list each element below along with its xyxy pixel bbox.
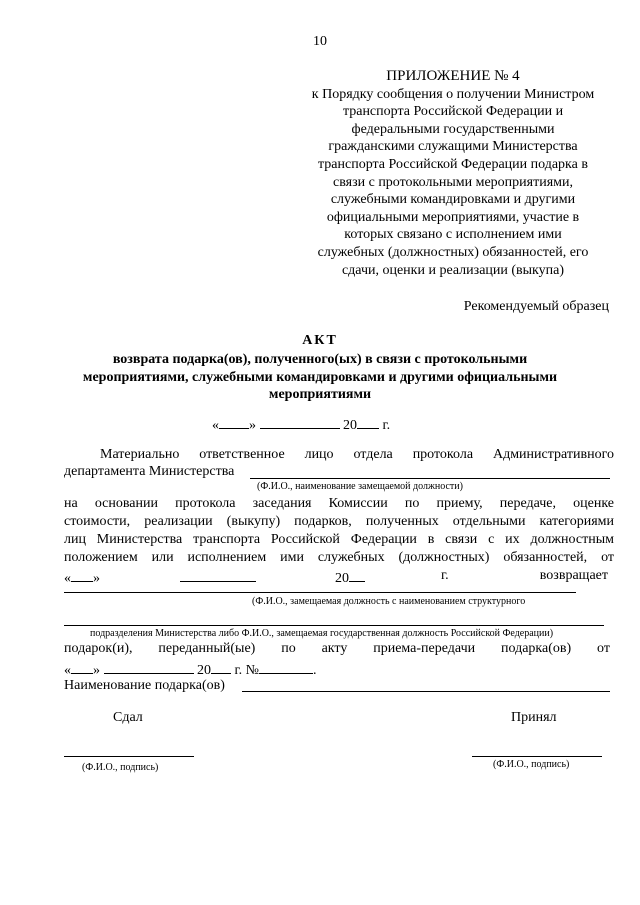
appendix-title: ПРИЛОЖЕНИЕ № 4: [386, 68, 520, 84]
period: .: [313, 663, 317, 678]
month-blank[interactable]: [104, 660, 194, 674]
quote-close: »: [249, 418, 256, 433]
date2-year: [335, 568, 365, 587]
act-subtitle: [60, 351, 580, 404]
received-label: Принял: [511, 710, 557, 725]
transfer-word: приема-передачи: [373, 641, 476, 656]
gift-name-field[interactable]: [242, 691, 610, 692]
quote-close: »: [93, 571, 100, 586]
returns-verb: возвращает: [539, 568, 608, 583]
year-prefix: 20: [343, 418, 357, 433]
caption-name-position: (Ф.И.О., наименование замещаемой должности): [257, 481, 463, 492]
page-number: 10: [313, 34, 327, 49]
act-number-blank[interactable]: [259, 660, 313, 674]
transfer-word: от: [597, 641, 610, 656]
quote-open: «: [64, 663, 71, 678]
day-blank[interactable]: [71, 568, 93, 582]
appendix-line: к Порядку сообщения о получении Министром: [311, 86, 595, 102]
transfer-word: подарка(ов): [500, 641, 572, 656]
handed-label: Сдал: [113, 710, 143, 725]
quote-open: «: [64, 571, 71, 586]
appendix-line: гражданскими служащими Министерства: [328, 139, 578, 155]
act-subtitle-line: мероприятиями: [268, 387, 372, 402]
caption-recipient: (Ф.И.О., замещаемая должность с наименованием структурного: [252, 596, 526, 607]
recipient-field[interactable]: [64, 592, 576, 593]
appendix-line: служебными командировками и другими: [330, 192, 576, 208]
appendix-line: сдачи, оценки и реализации (выкупа): [341, 262, 565, 278]
caption-received-signature: (Ф.И.О., подпись): [493, 759, 570, 770]
year-prefix: 20: [197, 663, 211, 678]
date2-day: [64, 568, 100, 587]
body-para-line: положением или исполнением ими служебных (должностных) обязанностей, от: [64, 550, 614, 565]
name-position-field[interactable]: [250, 478, 610, 479]
transfer-word: по: [281, 641, 296, 656]
recommended-sample-label: Рекомендуемый образец: [463, 299, 609, 314]
transfer-word: переданный(ые): [158, 641, 256, 656]
date2-suffix: г.: [441, 568, 449, 583]
body-para-line: на основании протокола заседания Комиссии по приему, передаче, оценке: [64, 496, 614, 511]
day-blank[interactable]: [219, 415, 249, 429]
department-label: департамента Министерства: [64, 464, 235, 479]
act-date-line: [212, 415, 390, 434]
appendix-line: официальными мероприятиями, участие в: [326, 209, 580, 225]
received-signature-line[interactable]: [472, 756, 602, 757]
act-number-label: г. №: [234, 663, 260, 678]
handed-signature-line[interactable]: [64, 756, 194, 757]
transfer-line: [64, 641, 610, 657]
body-line-1: Материально ответственное лицо отдела протокола Административного: [100, 447, 614, 462]
year-blank[interactable]: [357, 415, 379, 429]
year-blank[interactable]: [349, 568, 365, 582]
quote-open: «: [212, 418, 219, 433]
body-para-line: лиц Министерства транспорта Российской Федерации в связи с их должностным: [64, 532, 614, 547]
act-subtitle-line: мероприятиями, служебными командировками и другими официальными: [82, 369, 558, 385]
act-title: АКТ: [302, 333, 338, 348]
act-subtitle-line: возврата подарка(ов), полученного(ых) в связи с протокольными: [112, 352, 528, 367]
transfer-word: подарок(и),: [64, 641, 133, 656]
year-prefix: 20: [335, 571, 349, 586]
year-suffix: г.: [382, 418, 391, 433]
date3-line: [64, 660, 317, 679]
appendix-line: которых связано с исполнением ими: [344, 227, 562, 243]
month-blank[interactable]: [180, 581, 256, 582]
appendix-line: федеральными государственными: [351, 121, 555, 137]
appendix-line: связи с протокольными мероприятиями,: [333, 174, 573, 190]
recipient-field-2[interactable]: [64, 625, 604, 626]
transfer-word: акту: [321, 641, 348, 656]
day-blank[interactable]: [71, 660, 93, 674]
gift-name-label: Наименование подарка(ов): [64, 678, 225, 693]
appendix-line: транспорта Российской Федерации и: [342, 104, 564, 120]
caption-subdivision: подразделения Министерства либо Ф.И.О., замещаемая государственная должность Российской Федерации): [90, 628, 554, 639]
month-blank[interactable]: [260, 415, 340, 429]
body-para-line: стоимости, реализации (выкупу) подарков, полученных отдельными категориями: [64, 514, 614, 529]
appendix-block: [290, 68, 616, 279]
quote-close: »: [93, 663, 100, 678]
appendix-line: служебных (должностных) обязанностей, его: [317, 244, 589, 260]
appendix-line: транспорта Российской Федерации подарка в: [318, 156, 588, 172]
year-blank[interactable]: [211, 660, 231, 674]
caption-handed-signature: (Ф.И.О., подпись): [82, 762, 159, 773]
